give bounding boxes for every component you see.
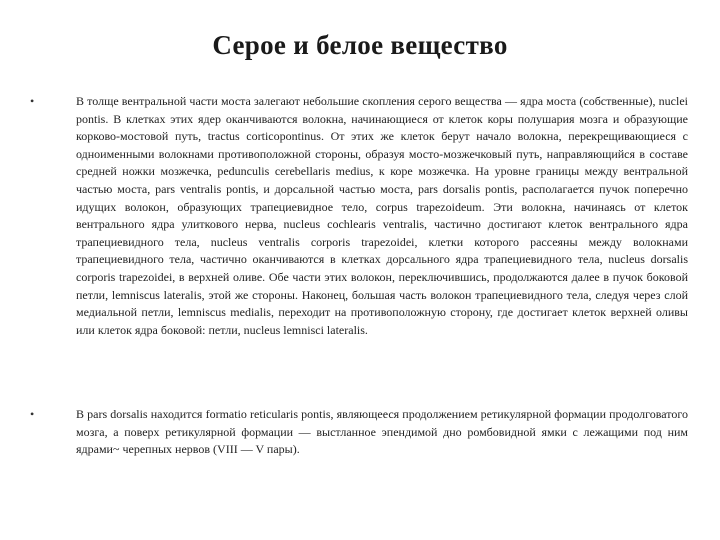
slide-title: Серое и белое вещество [212, 30, 508, 60]
bullet-text: В pars dorsalis находится formatio reticularis pontis, являющееся продолжением ретикулярной формации продолговатого мозга, а поверх ретикулярной формации — выстланное эпендимой дно ромбовидной ямки с лежащими под ним ядрами~ черепных нервов (VIII — V пары). [76, 407, 688, 457]
bullet-marker-icon: • [30, 407, 35, 421]
bullet-marker-icon: • [30, 94, 35, 108]
bullet-text: В толще вентральной части моста залегают небольшие скопления серого вещества — ядра моста (собственные), nuclei pontis. В клетках этих ядер оканчиваются волокна, начинающиеся от клеток коры полушария мозга и образующие корково-мостовой путь, tractus corticopontinus. От этих же клеток берут начало волокна, перекрещивающиеся с одноименными волокнами противоположной стороны, образуя мосто-мозжечковый путь, направляющийся в составе средней ножки мозжечка, pedunculis cerebellaris medius, к коре мозжечка. На уровне границы между вентральной частью моста, pars ventralis pontis, и дорсальной частью моста, pars dorsalis pontis, располагается пучок поперечно идущих волокон, образующих трапециевидное тело, corpus trapezoideum. Эти волокна, начинаясь от клеток вентрального ядра улиткового нерва, nucleus cochlearis ventralis, частично достигают клеток вентрального ядра трапециевидного тела, nucleus ventralis corporis trapezoidei, клетки которого рассеяны между волокнами трапециевидного тела, частично оканчиваются в клетках дорсального ядра трапециевидного тела, nucleus dorsalis corporis trapezoidei, в верхней оливе. Обе части этих волокон, переключившись, продолжаются далее в пучок боковой петли, lemniscus lateralis, этой же стороны. Наконец, большая часть волокон трапециевидного тела, следуя через слой медиальной петли, lemniscus medialis, переходит на противоположную сторону, где достигает клеток верхней оливы или клеток ядра боковой: петли, nucleus lemnisci lateralis. [76, 94, 688, 337]
